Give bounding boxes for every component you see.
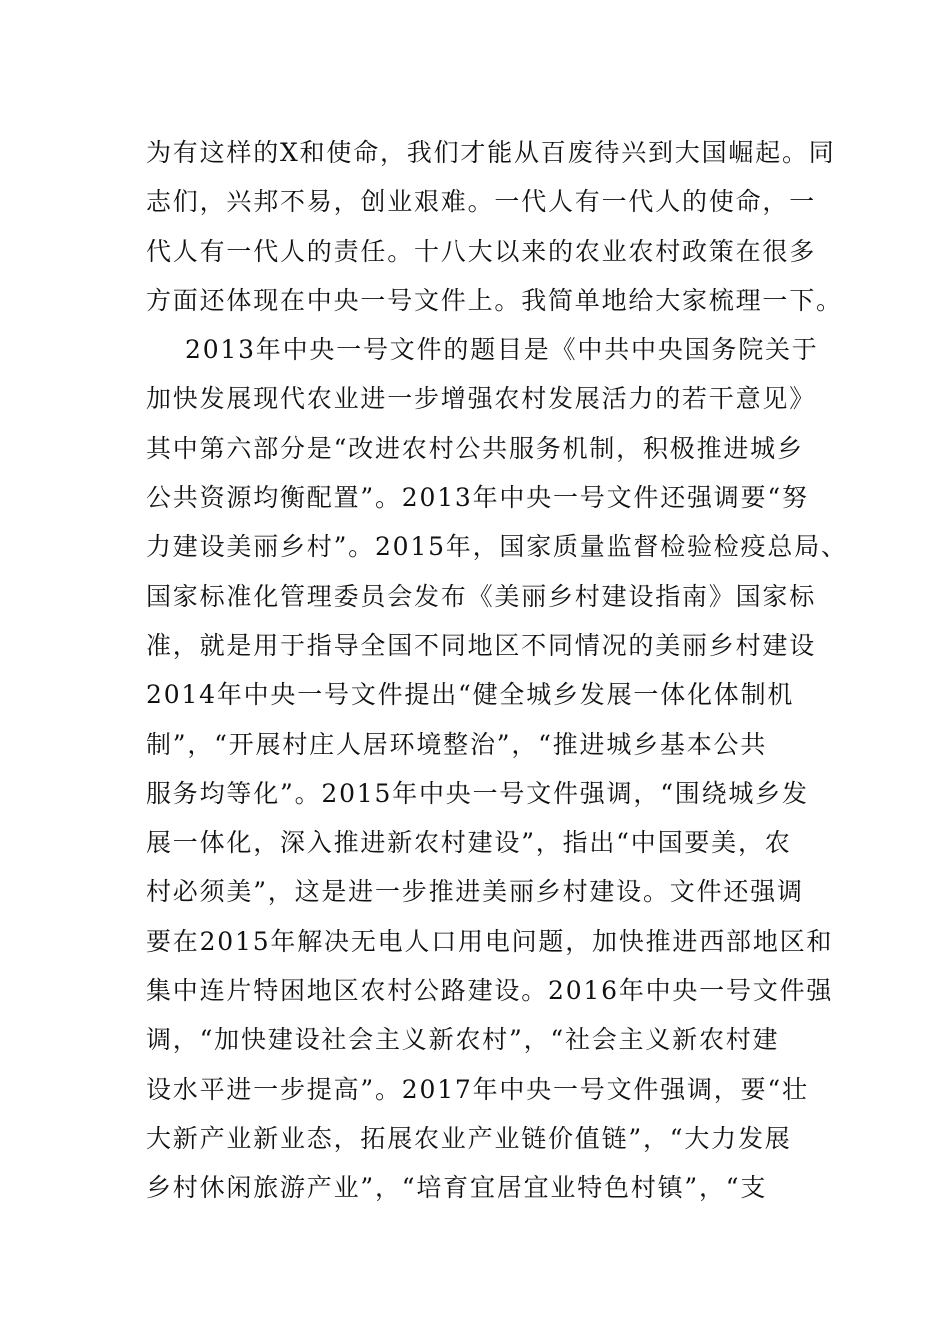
text-line: 乡村休闲旅游产业”，“培育宜居宜业特色村镇”，“支: [146, 1173, 768, 1203]
text-line: 代人有一代人的责任。十八大以来的农业农村政策在很多: [146, 236, 817, 266]
text-line: 集中连片特困地区农村公路建设。2016年中央一号文件强: [146, 976, 834, 1006]
text-line: 服务均等化”。2015年中央一号文件强调，“围绕城乡发: [146, 778, 809, 808]
text-line: 村必须美”，这是进一步推进美丽乡村建设。文件还强调: [146, 877, 804, 907]
body-text: [146, 128, 848, 1213]
text-line: 大新产业新业态，拓展农业产业链价值链”，“大力发展: [146, 1123, 792, 1153]
text-line: 2014年中央一号文件提出“健全城乡发展一体化体制机: [146, 680, 795, 710]
text-line: 准，就是用于指导全国不同地区不同情况的美丽乡村建设: [146, 630, 817, 660]
text-line: 调，“加快建设社会主义新农村”，“社会主义新农村建: [146, 1025, 780, 1055]
text-line: 制”，“开展村庄人居环境整治”，“推进城乡基本公共: [146, 729, 768, 759]
text-line: 力建设美丽乡村”。2015年，国家质量监督检验检疫总局、: [146, 532, 848, 562]
text-line: 公共资源均衡配置”。2013年中央一号文件还强调要“努: [146, 483, 809, 513]
text-line: 志们，兴邦不易，创业艰难。一代人有一代人的使命，一: [146, 187, 817, 217]
text-line: 方面还体现在中央一号文件上。我简单地给大家梳理一下。: [146, 285, 843, 315]
text-line: 展一体化，深入推进新农村建设”，指出“中国要美，农: [146, 828, 792, 858]
text-line: 国家标准化管理委员会发布《美丽乡村建设指南》国家标: [146, 581, 817, 611]
text-line: 加快发展现代农业进一步增强农村发展活力的若干意见》: [146, 384, 817, 414]
text-line: 为有这样的X和使命，我们才能从百废待兴到大国崛起。同: [146, 138, 836, 167]
text-line: 要在2015年解决无电人口用电问题，加快推进西部地区和: [146, 926, 834, 956]
text-line: 其中第六部分是“改进农村公共服务机制，积极推进城乡: [146, 433, 804, 463]
text-line: 设水平进一步提高”。2017年中央一号文件强调，要“壮: [146, 1074, 809, 1104]
text-line: 2013年中央一号文件的题目是《中共中央国务院关于: [146, 335, 819, 365]
